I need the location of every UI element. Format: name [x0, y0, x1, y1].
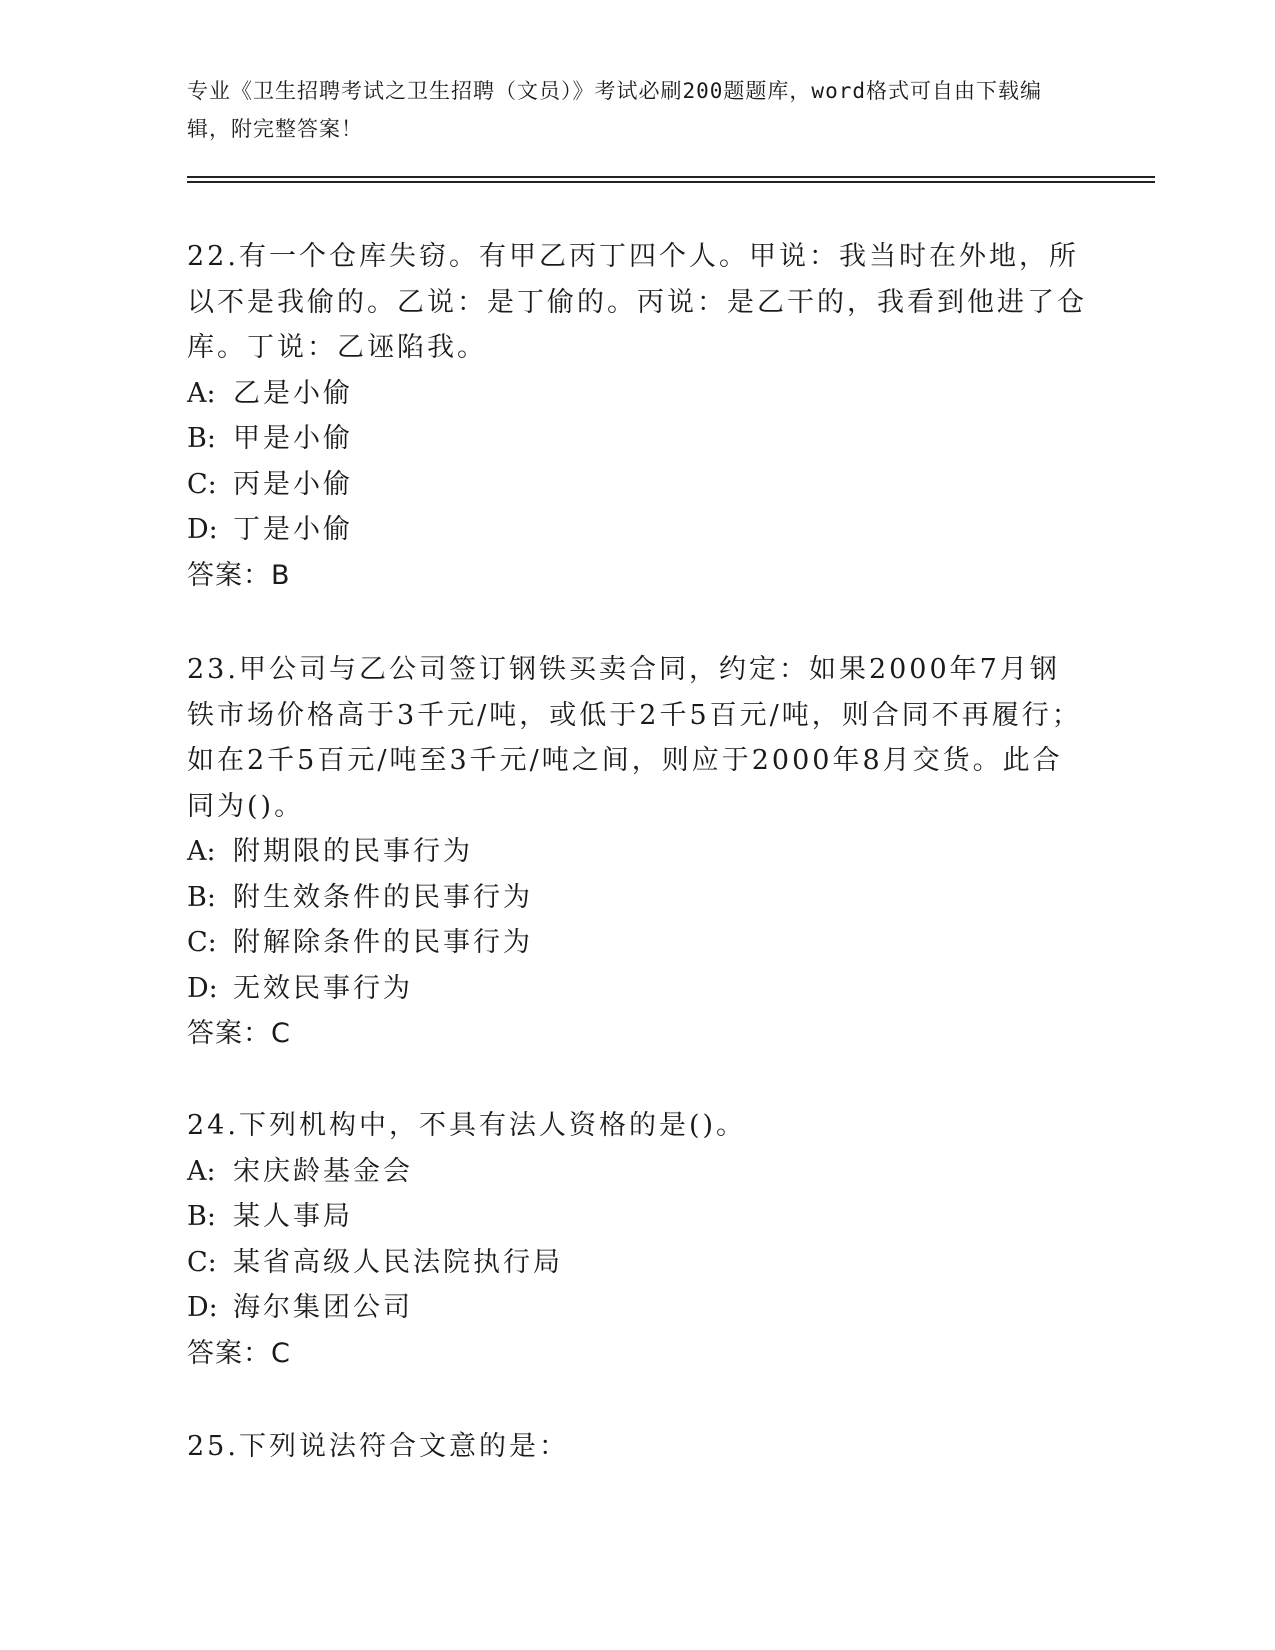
option-text: 附生效条件的民事行为 — [233, 881, 533, 913]
option-text: 附解除条件的民事行为 — [233, 927, 533, 958]
answer-line: 答案：C — [187, 1337, 291, 1369]
option-key: A: — [187, 377, 216, 409]
question-23 — [187, 647, 1087, 1057]
option-c — [187, 1240, 1087, 1286]
option-text: 宋庆龄基金会 — [233, 1155, 413, 1187]
option-a — [187, 829, 1087, 875]
option-key: B: — [187, 423, 216, 454]
option-text: 丁是小偷 — [233, 514, 353, 545]
option-key: C: — [187, 468, 217, 500]
option-text: 无效民事行为 — [233, 972, 413, 1004]
answer-line: 答案：B — [187, 559, 291, 591]
option-key: B: — [187, 881, 216, 913]
option-key: C: — [187, 1246, 217, 1278]
option-key: A: — [187, 836, 216, 867]
option-d — [187, 1285, 1087, 1331]
option-key: C: — [187, 927, 217, 958]
option-text: 某人事局 — [233, 1201, 353, 1232]
option-a — [187, 1149, 1087, 1195]
question-25 — [187, 1424, 1087, 1470]
question-24 — [187, 1103, 1087, 1376]
option-text: 甲是小偷 — [233, 423, 353, 454]
option-text: 附期限的民事行为 — [233, 836, 473, 867]
option-text: 乙是小偷 — [233, 377, 353, 409]
question-22 — [187, 234, 1087, 598]
option-key: D: — [187, 1292, 218, 1323]
document-header: 专业《卫生招聘考试之卫生招聘（文员）》考试必刷200题题库，word格式可自由下载编辑，附完整答案！ — [187, 79, 1042, 141]
question-stem: 24.下列机构中，不具有法人资格的是()。 — [187, 1110, 747, 1141]
question-stem: 22.有一个仓库失窃。有甲乙丙丁四个人。甲说：我当时在外地，所以不是我偷的。乙说：是丁偷的。丙说：是乙干的，我看到他进了仓库。丁说：乙诬陷我。 — [187, 241, 1087, 363]
header-divider-top — [187, 176, 1155, 178]
option-c — [187, 462, 1087, 508]
option-text: 丙是小偷 — [233, 468, 353, 500]
option-c — [187, 920, 1087, 966]
option-key: D: — [187, 972, 218, 1004]
option-b — [187, 875, 1087, 921]
question-stem: 25.下列说法符合文意的是： — [187, 1431, 569, 1462]
option-key: B: — [187, 1201, 216, 1232]
option-d — [187, 966, 1087, 1012]
answer-line: 答案：C — [187, 1018, 291, 1049]
option-key: D: — [187, 514, 218, 545]
option-text: 某省高级人民法院执行局 — [233, 1246, 563, 1278]
option-b — [187, 416, 1087, 462]
option-b — [187, 1194, 1087, 1240]
option-text: 海尔集团公司 — [233, 1292, 413, 1323]
option-key: A: — [187, 1155, 216, 1187]
header-divider-bottom — [187, 181, 1155, 183]
question-stem: 23.甲公司与乙公司签订钢铁买卖合同，约定：如果2000年7月钢铁市场价格高于3千元/吨，或低于2千5百元/吨，则合同不再履行；如在2千5百元/吨至3千元/吨之间，则应于2000年8月交货。此合同为()。 — [187, 654, 1082, 822]
option-a — [187, 371, 1087, 417]
option-d — [187, 507, 1087, 553]
